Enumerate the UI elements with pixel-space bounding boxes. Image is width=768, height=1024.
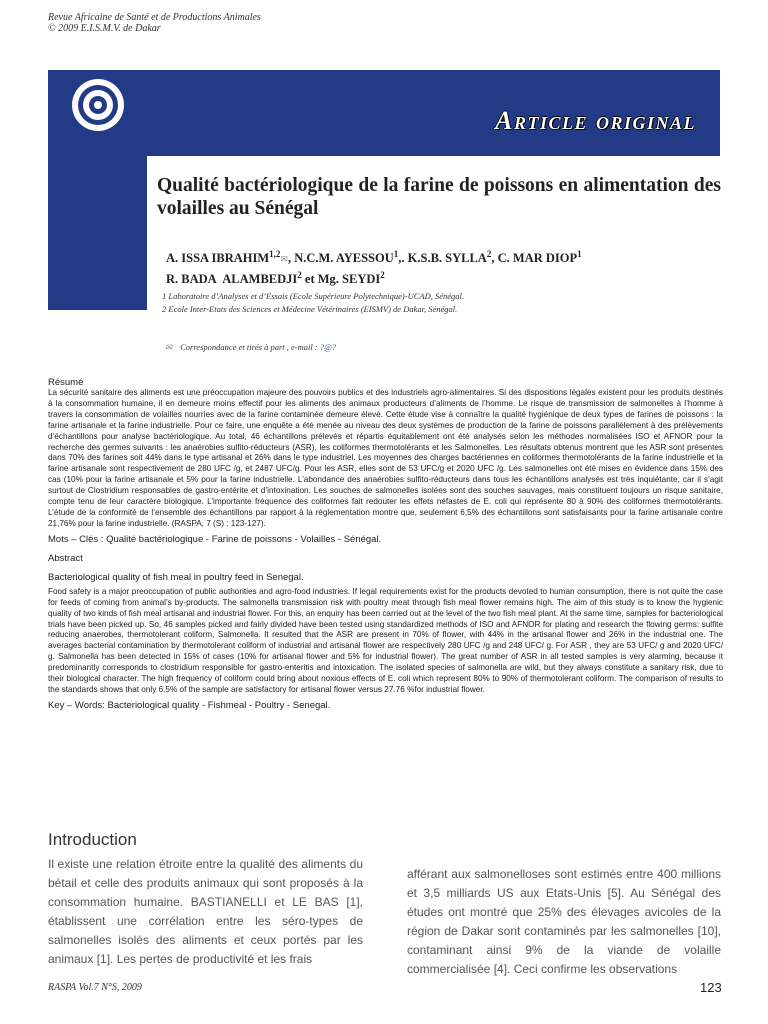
abstract-block	[48, 377, 723, 711]
envelope-icon: ✉	[165, 342, 173, 352]
journal-header	[48, 12, 261, 34]
authors-line-1: A. ISSA IBRAHIM$^{1,2}$✉, N.C.M. AYESSOU$^1$,. K.S.B. SYLLA$^2$, C. MAR DIOP$^1$	[166, 249, 582, 266]
abstract-title: Bacteriological quality of fish meal in poultry feed in Senegal.	[48, 571, 304, 583]
journal-name: Revue Africaine de Santé et de Productions Animales	[48, 12, 261, 23]
target-logo-icon	[70, 77, 126, 133]
affiliation-2: 2 Ecole Inter-Etats des Sciences et Médecine Vétérinaires (EISMV) de Dakar, Sénégal.	[162, 304, 458, 314]
resume-text: La sécurité sanitaire des aliments est une préoccupation majeure des pouvoirs publics et des industriels agro-alimentaires. Si des dispositions légales existent pour les produits destinés à la consommation humaine, il en demeure moins effectif pour les aliments des animaux producteurs d’aliments de l’homme. Le risque de transmission de salmonelles à l’homme à travers la consommation de volailles nourries avec de la farine contaminée demeure élevé. Cette étude vise à connaître la qualité hygiénique de deux types de farines de poissons : la farine artisanale et la farine industrielle. Pour ce faire, une enquête a été menée au niveau des deux systèmes de production de la farine de poissons parallèlement à des prélèvements d’échantillons pour analyse bactériologique. Au total, 46 échantillons prélevés et répartis équitablement ont été analysés selon les méthodes normalisées ISO et AFNOR pour la recherche des germes suivants : les anaérobies sulfito-réducteurs (ASR), les coliformes thermotolérants et les Salmonelles. Les résultats obtenus montrent que les ASR sont présentes dans 70% des farines soit 44% dans le type artisanal et 26% dans le type industriel. Les moyennes des charges bactériennes en coliformes thermotolérants de la farine industrielle et la farine artisanale sont respectivement de 280 UFC /g, et 2487 UFC/g. Pour les ASR, elles sont de 53 UFC/g et 2020 UFC /g. Les salmonelles ont été mises en évidence dans 15% des cas (10% pour la farine artisanale et 5% pour la farine industrielle. L’abondance des anaérobies sulfito-réducteurs dans tous les échantillons analysés est très inquiétante, car il s’agit surtout de Clostridium responsables de gastro-entérite et d’intoxination. Les souches de salmonelles isolées sont des souches sauvages, mais constituent toujours un risque sanitaire, compte tenu de leur caractère biologique. L’importante fréquence des coliformes fait redouter les effets néfastes de E. coli qui représente 80 à 90% des coliformes thermotolérants. L’étude de la conformité de l’ensemble des échantillons par rapport à la réglementation montre que, seulement 6,5% des échantillons sont satisfaisants pour la farine artisanale contre 21,76% pour la farine industrielle. (RASPA, 7 (S) : 123-127).	[48, 388, 723, 528]
authors-line-2: R. BADA ALAMBEDJI$^2$ et Mg. SEYDI$^2$	[166, 270, 385, 287]
author-list	[166, 246, 726, 287]
paper-title: Qualité bactériologique de la farine de poissons en alimentation des volailles au Sénégal	[157, 175, 721, 219]
introduction-heading: Introduction	[48, 830, 137, 849]
journal-copyright: © 2009 E.I.S.M.V. de Dakar	[48, 23, 161, 34]
introduction-column-2: afférant aux salmonelloses sont estimés entre 400 millions et 3,5 milliards US aux Etats-Unis [5]. Au Sénégal des études ont montré que 25% des élevages avicoles de la région de Dakar sont contaminés par les salmonelles [10], contaminant ainsi 9% de la viande de volaille commercialisée [4]. Ceci confirme les observations	[407, 867, 721, 976]
abstract-heading: Abstract	[48, 552, 83, 564]
resume-heading: Résumé	[48, 377, 84, 388]
footer-journal: RASPA Vol.7 N°S, 2009	[48, 982, 142, 993]
correspondence-label: Correspondance et tirés à part , e-mail :	[180, 342, 320, 352]
abstract-keywords: Key – Words: Bacteriological quality - Fishmeal - Poultry - Senegal.	[48, 699, 331, 711]
affiliation-1: 1 Laboratoire d’Analyses et d’Essais (Ecole Supérieure Polytechnique)-UCAD, Sénégal.	[162, 291, 464, 301]
page-number: 123	[700, 980, 722, 995]
correspondence-email[interactable]: ?@?	[319, 342, 337, 352]
resume-keywords: Mots – Clés : Qualité bactériologique - Farine de poissons - Volailles - Sénégal.	[48, 533, 382, 545]
correspondence-note	[165, 342, 336, 353]
article-type-label: Article original	[495, 106, 696, 135]
abstract-text: Food safety is a major preoccupation of public authorities and agro-food industries. If legal requirements exist for the products devoted to human consumption, there is not quite the case for feeds of coming from animal’s by-products. The salmonella transmission risk with poultry meat through fish meal flower remains high. The aim of this study is to know the hygienic quality of two kinds of fish meal artisanal and industrial flower. For this, an enquiry has been carried out at the level of the two fish meal plant. At the same time, samples for bacteriological trials have been picked up. So, 46 samples picked and fairly divided have been tested using standardized methods of ISO and AFNOR for plating and research the flowing germs: sulfite reducing anaerobes, thermotolerant coliform, Salmonella. It resulted that the ASR are present in 70% of flower, with 44% in the artisanal flower and 26% in the industrial one. The averages bacterial contamination by thermotolerant coliform of industrial and artisanal flower are respectively 280 UFC /g and 248 UFC/ g. For ASR , they are 53 UFC/ g and 2020 UFC/ g. Salmonella has been detected in 15% of cases (10% for artisanal flower and 5% for industrial flower). The great number of ASR in all tested samples is very alarming, because it predominantly corresponds to clostridium responsible for gastro-enteritis and intoxication. The isolated species of salmonella are wild, but they always constitute a sanitary risk, due to their biological character. The high frequency of coliform could bring about noxious effects of E. coli which represent 80% to 90% of thermotolerant coliform. The comparison of results to the standards shows that only 6.5% of the sample are satisfactory for artisanal flower versus 27.76 %for industrial flower.	[48, 586, 723, 694]
introduction-column-1: Il existe une relation étroite entre la qualité des aliments du bétail et celle des produits animaux qui sont proposés à la consommation humaine. BASTIANELLI et LE BAS [1], établissent une corrélation entre les séro-types de salmonelles isolés des aliments et ceux portés par les animaux [1]. Les pertes de productivité et les frais	[48, 857, 363, 966]
